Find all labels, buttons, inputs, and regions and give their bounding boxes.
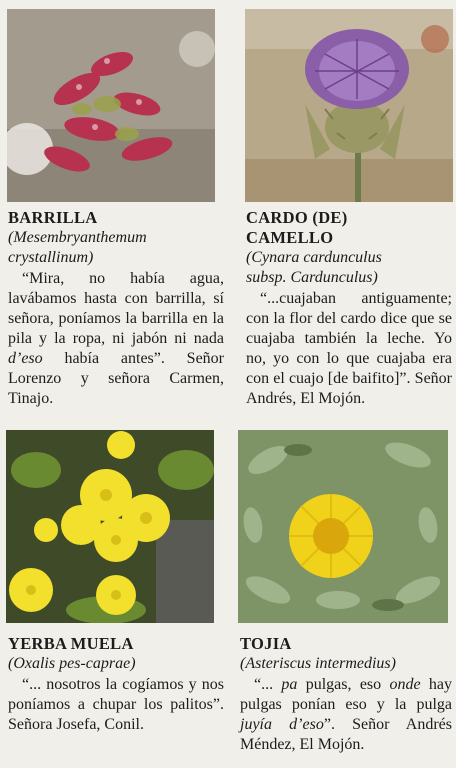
quote-segment: hay pulgas ponían eso y la pulga bbox=[240, 676, 452, 713]
testimony-quote bbox=[240, 675, 452, 755]
scientific-name: (Asteriscus intermedius) bbox=[240, 655, 396, 672]
entry-yerba-muela bbox=[8, 634, 224, 735]
plant-name: YERBA MUELA bbox=[8, 634, 134, 653]
cardo-camello-photo bbox=[245, 9, 453, 202]
scientific-name: (Oxalis pes-caprae) bbox=[8, 655, 136, 672]
quote-italic-segment: onde bbox=[389, 676, 421, 693]
quote-italic-segment: pa bbox=[281, 676, 298, 693]
barrilla-photo bbox=[7, 9, 215, 202]
quote-segment: “...cuajaban antiguamente; con la flor del cardo dice que se cuajaba también la leche. Yo no, yo con lo que cuajaba era con el cuajo [de baifito]”. Señor Andrés, El Mojón. bbox=[246, 290, 452, 407]
plant-name: TOJIA bbox=[240, 634, 292, 653]
plant-name: BARRILLA bbox=[8, 208, 98, 227]
entry-tojia bbox=[240, 634, 452, 755]
testimony-quote bbox=[246, 289, 452, 409]
quote-italic-segment: juyía d’eso bbox=[240, 716, 324, 733]
scientific-name: (Cynara cardunculus subsp. Cardunculus) bbox=[246, 249, 382, 286]
entry-cardo-camello bbox=[246, 208, 452, 409]
quote-italic-segment: d’eso bbox=[8, 350, 43, 367]
quote-segment: “... bbox=[254, 676, 282, 693]
scientific-name: (Mesembryanthemum crystallinum) bbox=[8, 229, 147, 266]
quote-segment: había antes”. Señor Lorenzo y señora Carmen, Tinajo. bbox=[8, 350, 224, 407]
quote-segment: ”. Señor Andrés Méndez, El Mojón. bbox=[240, 716, 452, 753]
testimony-quote bbox=[8, 675, 224, 735]
plant-name: CARDO (DE) CAMELLO bbox=[246, 208, 348, 247]
tojia-photo bbox=[238, 430, 448, 623]
quote-segment: “Mira, no había agua, lavábamos hasta con barrilla, sí señora, poníamos la barrilla en la pila y la ropa, ni jabón ni nada bbox=[8, 270, 224, 347]
yerba-muela-photo bbox=[6, 430, 214, 623]
entry-barrilla bbox=[8, 208, 224, 409]
testimony-quote bbox=[8, 269, 224, 409]
quote-segment: “... nosotros la cogíamos y nos poníamos a chupar los palitos”. Señora Josefa, Conil. bbox=[8, 676, 224, 733]
quote-segment: pulgas, eso bbox=[297, 676, 390, 693]
